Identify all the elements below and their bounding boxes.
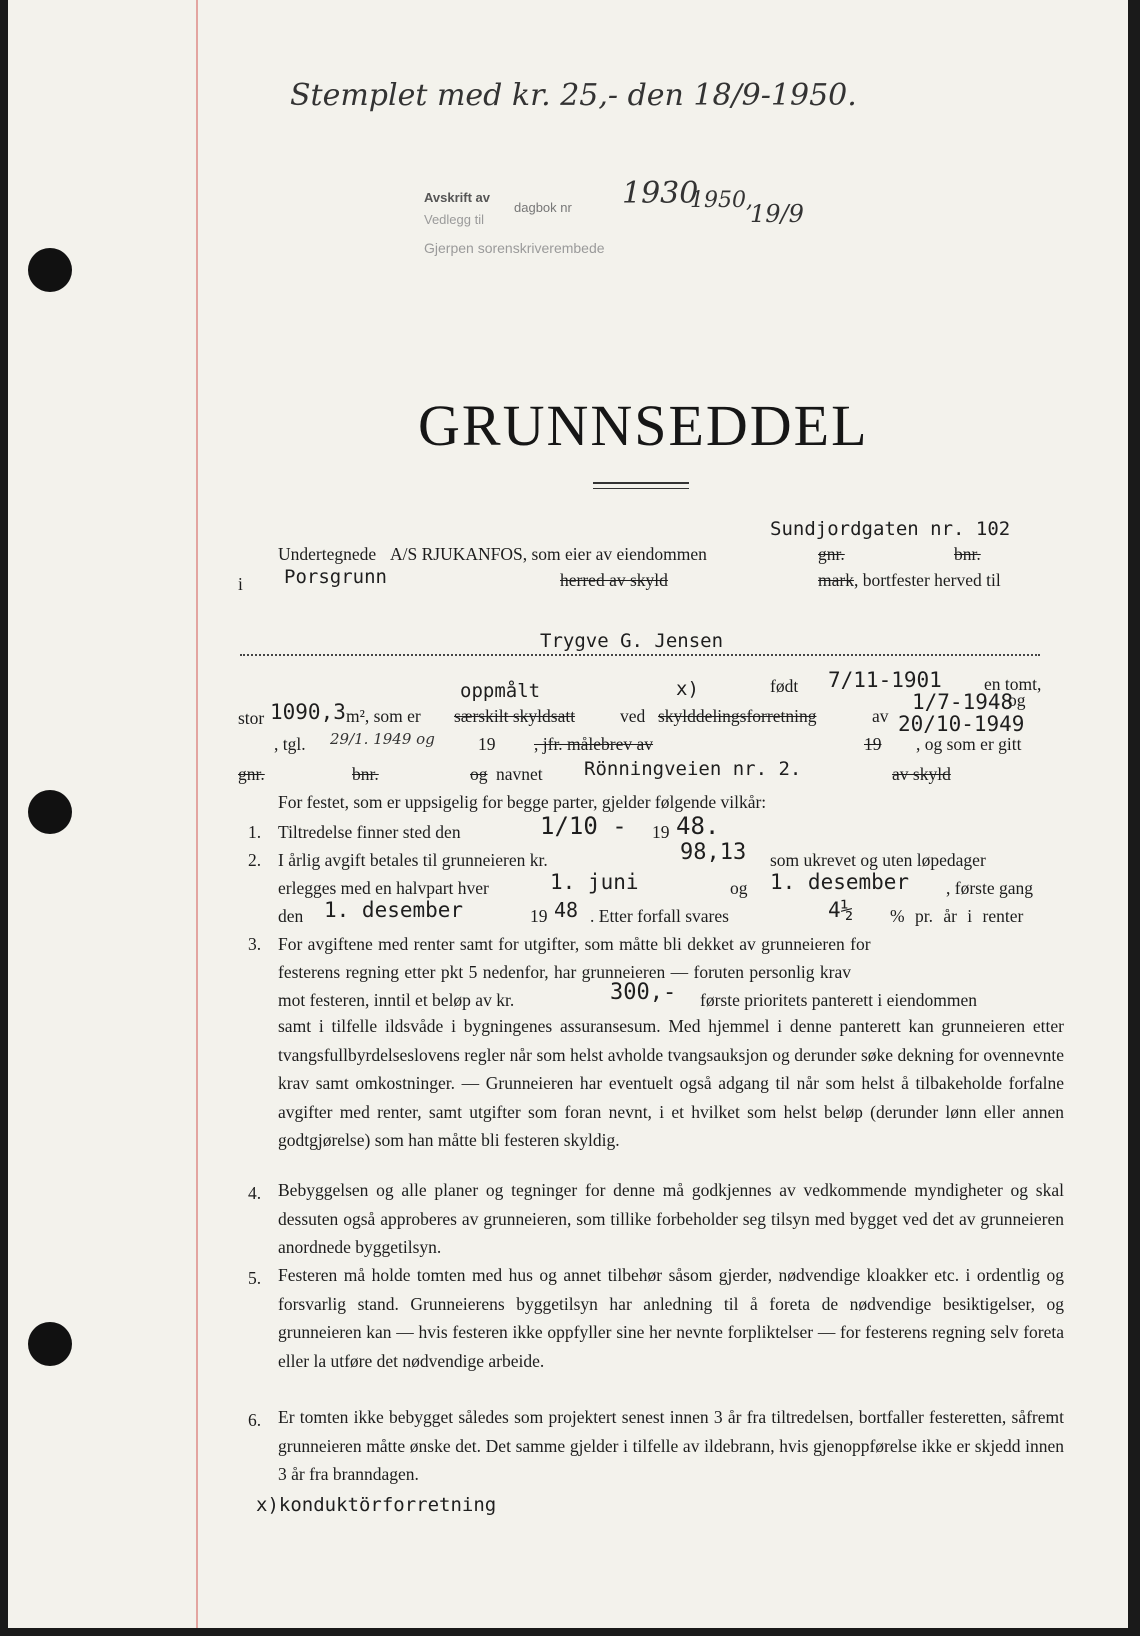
intro-text: For festet, som er uppsigelig for begge parter, gjelder følgende vilkår: — [278, 792, 767, 812]
oppmalt-field: oppmålt — [460, 680, 541, 702]
nineteen-label: 19 — [478, 734, 496, 754]
gnr2-label: gnr. — [238, 764, 265, 784]
term-1-year: 48. — [676, 812, 720, 840]
margin-line — [196, 0, 198, 1628]
term-2-date-3: 1. desember — [324, 898, 464, 922]
bortfester-label: , bortfester herved til — [853, 570, 1001, 590]
herred-label: herred av skyld — [560, 570, 668, 590]
skylddeling-label: skylddelingsforretning — [658, 706, 817, 726]
gnr-label: gnr. — [818, 544, 845, 564]
term-3-line-2: festerens regning etter pkt 5 nedenfor, har grunneieren — foruten personlig krav — [278, 962, 852, 982]
jfr-text: , jfr. målebrev av — [534, 734, 654, 754]
av-label: av — [872, 706, 889, 726]
og-som-label: , og som er gitt — [916, 734, 1022, 754]
term-2-text-g: % pr. år i renter — [890, 906, 1024, 926]
date1-field: 1/7-1948 — [912, 690, 1014, 714]
handwritten-tgl-date: 29/1. 1949 og — [330, 730, 435, 748]
term-3-line-1: For avgiftene med renter samt for utgifter, som måtte bli dekket av grunneieren for — [278, 934, 871, 954]
footnote-marker: x) — [676, 678, 699, 700]
document-page — [8, 0, 1128, 1628]
document-title: GRUNNSEDDEL — [418, 393, 869, 458]
title-underline — [593, 488, 689, 489]
mark-bortfester — [818, 570, 1001, 591]
bnr-label: bnr. — [954, 544, 981, 564]
punch-hole — [28, 790, 72, 834]
term-1-date: 1/10 - — [540, 812, 627, 840]
navnet-label: navnet — [496, 764, 543, 784]
street-name-field: Rönningveien nr. 2. — [584, 758, 802, 780]
term-1-text: Tiltredelse finner sted den — [278, 822, 461, 842]
punch-hole — [28, 1322, 72, 1366]
owner-text: A/S RJUKANFOS, som eier av eiendommen — [390, 544, 707, 564]
i-label: i — [238, 574, 243, 594]
mark-label: mark — [818, 570, 854, 590]
term-2-text-a: I årlig avgift betales til grunneieren kr. — [278, 850, 548, 870]
stor-label: stor — [238, 708, 265, 728]
area-field: 1090,3 — [270, 700, 346, 724]
date2-field: 20/10-1949 — [898, 712, 1025, 736]
term-1-year-prefix: 19 — [652, 822, 670, 842]
punch-hole — [28, 248, 72, 292]
term-2-og: og — [730, 878, 748, 898]
term-2-text-e: , første gang — [946, 878, 1033, 898]
term-3-rest: samt i tilfelle ildsvåde i bygningenes assuransesum. Med hjemmel i denne panterett kan grunneieren etter tvangsfullbyrdelseslovens regler når som helst avholde tvangsauksjon og derunder søke dekning for ovennevnte krav samt omkostninger. — Grunneieren har eventuelt også adgang til når som helst å tilbakeholde forfalne avgifter med renter, samt utgifter som foran nevnt, i et hvilket som helst beløp (derunder lønn eller annen godtgjørelse) som han måtte bli festeren skyldig. — [278, 1016, 1064, 1150]
stamp-line-3: Gjerpen sorenskriverembede — [424, 240, 605, 256]
fodt-label: født — [770, 676, 799, 696]
term-4-text: Bebyggelsen og alle planer og tegninger for denne må godkjennes av vedkommende myndigheter og skal dessuten også approberes av grunneieren, som tillike forbeholder seg tilsyn med bygget ved det av grunneieren anordnede byggetilsyn. — [278, 1180, 1064, 1257]
en-tomt-label: en tomt, — [984, 674, 1042, 694]
term-2-year: 48 — [554, 898, 579, 922]
term-2-year-prefix: 19 — [530, 906, 548, 926]
tenant-field: Trygve G. Jensen — [540, 630, 724, 652]
handwritten-dagbok-number: 1930 — [622, 176, 699, 211]
term-6-text: Er tomten ikke bebygget således som projektert senest innen 3 år fra tiltredelsen, bortfaller festeretten, såfremt grunneieren måtte ønske det. Det samme gjelder i tilfelle av ildebrann, hvis gjenoppførelse ikke er skjedd innen 3 år fra branndagen. — [278, 1407, 1064, 1484]
term-3-line-3a: mot festeren, inntil et beløp av kr. — [278, 990, 515, 1010]
term-2-date-2: 1. desember — [770, 870, 910, 894]
place-field: Porsgrunn — [284, 566, 387, 588]
handwritten-dagbok-year: 1950, — [690, 188, 753, 213]
term-3-number: 3. — [248, 934, 262, 954]
term-2-den: den — [278, 906, 304, 926]
stamp-line-1: Avskrift av — [424, 190, 490, 205]
title-underline — [593, 482, 689, 484]
term-1-number: 1. — [248, 822, 262, 842]
term-5-text: Festeren må holde tomten med hus og annet tilbehør såsom gjerder, nødvendige kloakker etc. i ordentlig og forsvarlig stand. Grunneierens byggetilsyn har anledning til å foreta de nødvendige besiktigelser, og grunneieren kan — hvis festeren ikke oppfyller sine her nevnte forpliktelser — for festerens regning selv foreta eller la utføre det nødvendige arbeide. — [278, 1265, 1064, 1371]
handwritten-stamp-note: Stemplet med kr. 25,- den 18/9-1950. — [290, 78, 857, 113]
term-2-number: 2. — [248, 850, 262, 870]
stamp-line-2: Vedlegg til — [424, 212, 484, 227]
undertegnede-label: Undertegnede — [278, 544, 377, 564]
term-3-line-3b: første prioritets panterett i eiendommen — [700, 990, 977, 1010]
av-skyld-label: av skyld — [892, 764, 951, 784]
term-6-number: 6. — [248, 1410, 262, 1430]
footnote-text: x)konduktörforretning — [256, 1494, 497, 1516]
bnr2-label: bnr. — [352, 764, 379, 784]
tgl-label: , tgl. — [274, 734, 306, 754]
og-label: og — [1008, 690, 1026, 710]
term-2-rate: 4½ — [828, 898, 854, 922]
term-3-amount: 300,- — [610, 980, 677, 1005]
stamp-dagbok-label: dagbok nr — [514, 200, 572, 215]
m2-label: m², som er — [346, 706, 421, 726]
jfr-label — [534, 734, 653, 755]
term-4-number: 4. — [248, 1183, 262, 1203]
saerskilt-label: særskilt skyldsatt — [454, 706, 576, 726]
birth-date-field: 7/11-1901 — [828, 668, 942, 692]
term-2-date-1: 1. juni — [550, 870, 639, 894]
tenant-dotted-line — [240, 654, 1040, 656]
ved-label: ved — [620, 706, 646, 726]
address-field: Sundjordgaten nr. 102 — [770, 518, 1011, 540]
term-2-text-c: erlegges med en halvpart hver — [278, 878, 489, 898]
handwritten-dagbok-date: 19/9 — [750, 200, 804, 228]
term-5-number: 5. — [248, 1268, 262, 1288]
term-2-amount: 98,13 — [680, 840, 747, 865]
og2-label: og — [470, 764, 488, 784]
term-2-text-b: som ukrevet og uten løpedager — [770, 850, 986, 870]
term-2-text-f: . Etter forfall svares — [590, 906, 729, 926]
nineteen2-label: 19 — [864, 734, 882, 754]
